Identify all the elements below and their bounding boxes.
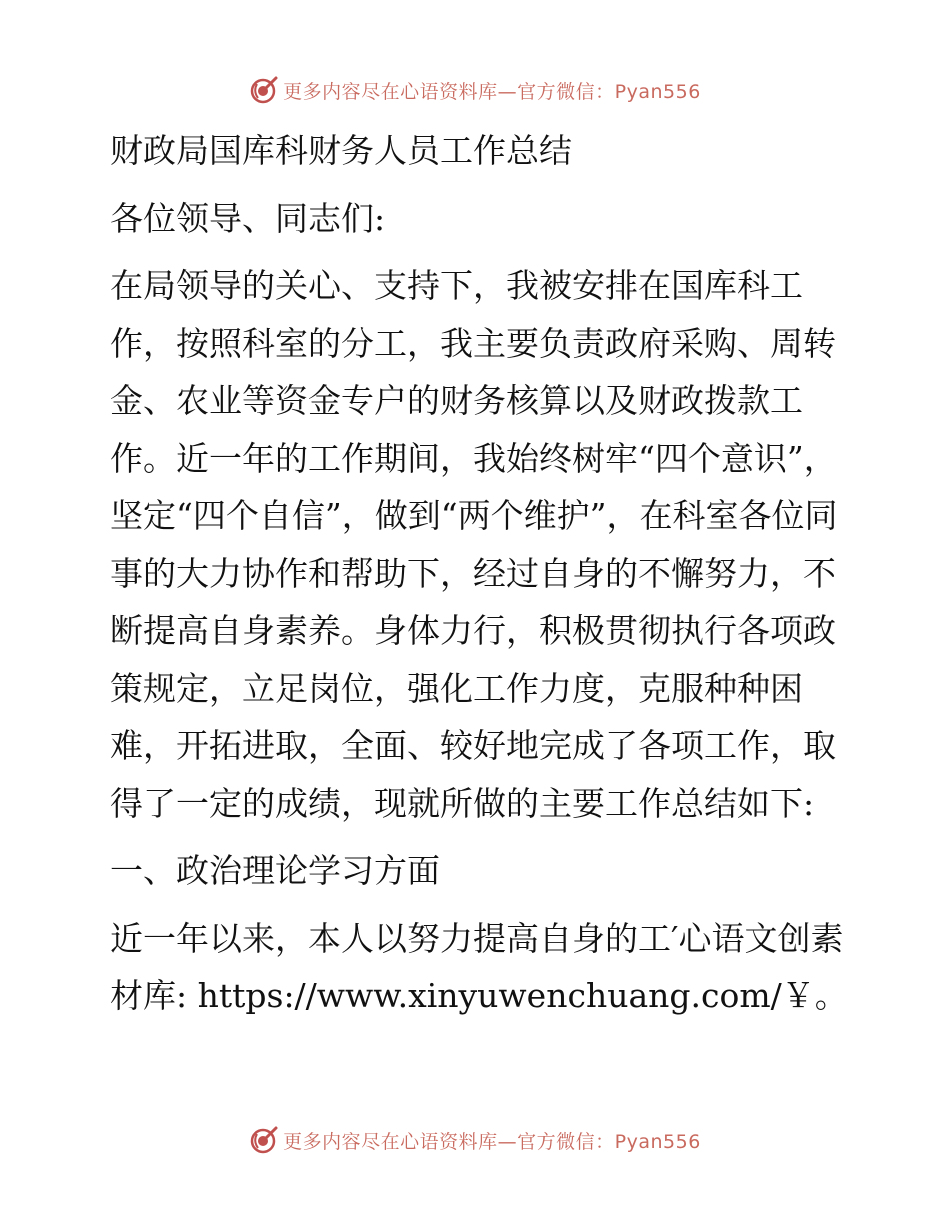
document-body [98, 122, 850, 1025]
banner-content-footer [249, 1125, 701, 1155]
salutation: 各位领导、同志们: [110, 198, 386, 238]
section-heading-1: 一、政治理论学习方面 [110, 851, 440, 890]
paragraph-study: 近一年以来，本人以努力提高自身的工′心语文创素材库: https://www.xinyuwenchuang.com/￥。 [110, 918, 848, 1015]
footer-banner [0, 1120, 950, 1160]
header-banner [0, 70, 950, 110]
banner-content [249, 75, 701, 105]
banner-text-footer: 更多内容尽在心语资料库—官方微信：Pyan556 [283, 1130, 701, 1153]
document-title: 财政局国库科财务人员工作总结 [110, 131, 572, 170]
banner-text: 更多内容尽在心语资料库—官方微信：Pyan556 [283, 80, 701, 103]
paragraph-intro: 在局领导的关心、支持下，我被安排在国库科工作，按照科室的分工，我主要负责政府采购、周转金、农业等资金专户的财务核算以及财政拨款工作。近一年的工作期间，我始终树牢“四个意识”，坚定“四个自信”，做到“两个维护”，在科室各位同事的大力协作和帮助下，经过自身的不懈努力，不断提高自身素养。身体力行，积极贯彻执行各项政策规定，立足岗位，强化工作力度，克服种种困难，开拓进取，全面、较好地完成了各项工作，取得了一定的成绩，现就所做的主要工作总结如下: [110, 266, 838, 823]
brush-logo-icon [249, 75, 279, 105]
brush-logo-icon [249, 1125, 279, 1155]
